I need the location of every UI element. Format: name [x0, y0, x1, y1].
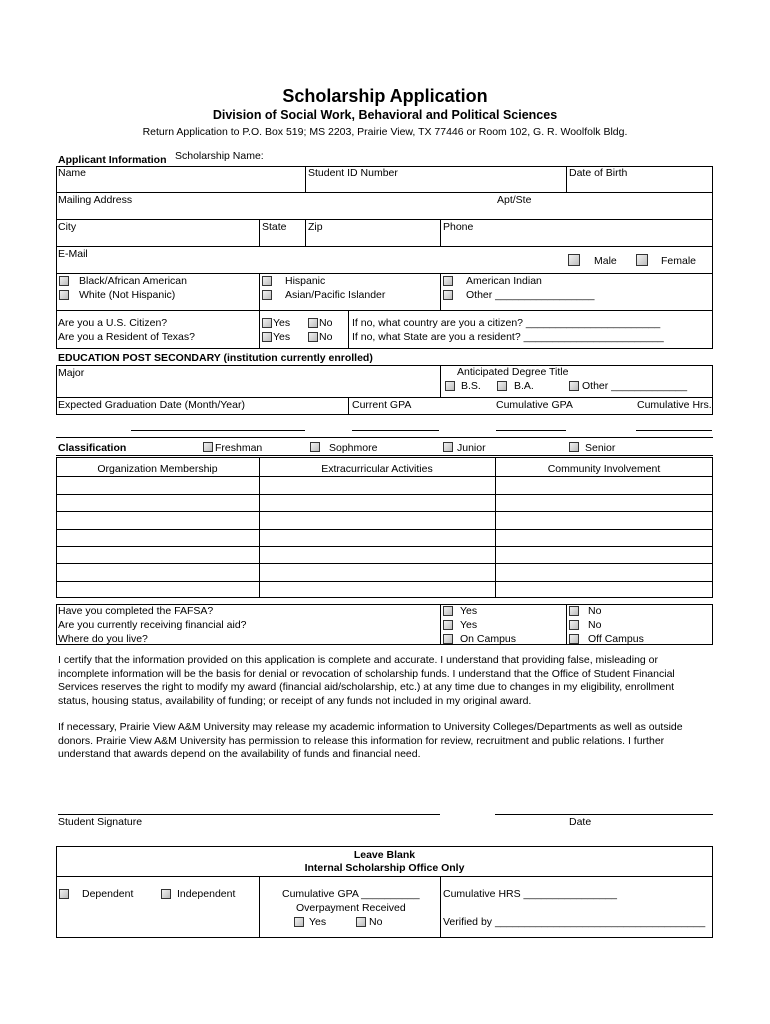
aid-question: Are you currently receiving financial aid?	[58, 619, 247, 631]
citizen-yes-checkbox[interactable]	[262, 318, 272, 328]
degree-title-label: Anticipated Degree Title	[457, 366, 569, 378]
junior-checkbox[interactable]	[443, 442, 453, 452]
table-row[interactable]	[56, 563, 713, 564]
bs-label: B.S.	[461, 380, 481, 392]
bs-checkbox[interactable]	[445, 381, 455, 391]
date-label: Date	[569, 816, 592, 828]
form-subtitle: Division of Social Work, Behavioral and Political Sciences	[212, 108, 558, 122]
table-row[interactable]	[56, 494, 713, 495]
black-checkbox[interactable]	[59, 276, 69, 286]
female-label: Female	[661, 255, 697, 267]
aid-no-checkbox[interactable]	[569, 620, 579, 630]
zip-field[interactable]: Zip	[308, 221, 323, 233]
cumulative-hrs-input-line[interactable]	[636, 430, 712, 431]
form-title: Scholarship Application	[282, 86, 488, 106]
citizen-question: Are you a U.S. Citizen?	[58, 317, 168, 329]
other-ethnicity-checkbox[interactable]	[443, 290, 453, 300]
certification-paragraph: I certify that the information provided on this application is complete and accurate. I understand that providing false, misleading or incomplete information will be the basis for denial or revocation of scholarship funds. I understand that the Office of Student Financial Services reserves the right to modify my award (financial aid/scholarship, etc.) at any time due to changes in my eligibility, enrollment status, housing status, availability of funding; or receipt of any funds not included in my original award.	[58, 654, 675, 707]
major-field[interactable]: Major	[58, 367, 85, 379]
divider	[259, 876, 260, 938]
hispanic-label: Hispanic	[285, 275, 326, 287]
citizen-yes-label: Yes	[273, 317, 291, 329]
overpayment-no-label: No	[369, 916, 383, 928]
city-field[interactable]: City	[58, 221, 77, 233]
leave-blank-label: Leave Blank	[353, 849, 416, 861]
black-label: Black/African American	[79, 275, 187, 287]
state-field[interactable]: State	[262, 221, 287, 233]
table-row[interactable]	[56, 546, 713, 547]
ba-label: B.A.	[514, 380, 534, 392]
american-indian-label: American Indian	[466, 275, 542, 287]
asian-label: Asian/Pacific Islander	[285, 289, 386, 301]
resident-no-label: No	[319, 331, 333, 343]
education-section-label: EDUCATION POST SECONDARY (institution currently enrolled)	[58, 352, 373, 364]
senior-label: Senior	[585, 442, 616, 454]
state-question[interactable]: If no, what State are you a resident? ________________________	[352, 331, 664, 343]
classification-label: Classification	[58, 442, 127, 454]
white-label: White (Not Hispanic)	[79, 289, 176, 301]
divider	[259, 457, 260, 598]
office-only-label: Internal Scholarship Office Only	[304, 862, 465, 874]
overpayment-yes-label: Yes	[309, 916, 327, 928]
table-row[interactable]	[56, 529, 713, 530]
resident-yes-checkbox[interactable]	[262, 332, 272, 342]
senior-checkbox[interactable]	[569, 442, 579, 452]
office-cumulative-hrs[interactable]: Cumulative HRS ________________	[443, 888, 617, 900]
divider	[305, 219, 306, 246]
table-row[interactable]	[56, 476, 713, 477]
divider	[495, 457, 496, 598]
divider	[566, 166, 567, 192]
freshman-label: Freshman	[215, 442, 263, 454]
divider	[56, 876, 713, 877]
ba-checkbox[interactable]	[497, 381, 507, 391]
divider	[305, 166, 306, 192]
male-checkbox[interactable]	[568, 254, 580, 266]
release-paragraph: If necessary, Prairie View A&M University may release my academic information to University Colleges/Departments as well as outside donors. Prairie View A&M University has permission to release this information for review, recruitment and public relations. I further understand that awards depend on the availability of funds and financial need.	[58, 721, 683, 760]
freshman-checkbox[interactable]	[203, 442, 213, 452]
aid-yes-label: Yes	[460, 619, 478, 631]
cumulative-hrs-label: Cumulative Hrs.	[637, 399, 712, 411]
divider	[56, 246, 713, 247]
citizen-no-checkbox[interactable]	[308, 318, 318, 328]
divider	[440, 604, 441, 645]
mailing-address-field[interactable]: Mailing Address	[58, 194, 133, 206]
name-field[interactable]: Name	[58, 167, 87, 179]
other-degree-checkbox[interactable]	[569, 381, 579, 391]
dob-field[interactable]: Date of Birth	[569, 167, 628, 179]
divider	[348, 310, 349, 349]
divider	[56, 310, 713, 311]
email-field[interactable]: E-Mail	[58, 248, 88, 260]
org-membership-header: Organization Membership	[97, 463, 218, 475]
divider	[440, 219, 441, 246]
aid-no-label: No	[588, 619, 602, 631]
resident-yes-label: Yes	[273, 331, 291, 343]
asian-checkbox[interactable]	[262, 290, 272, 300]
divider	[56, 192, 713, 193]
scholarship-name-label: Scholarship Name:	[175, 150, 264, 162]
other-ethnicity-label[interactable]: Other _________________	[466, 289, 595, 301]
divider	[259, 273, 260, 349]
fafsa-yes-checkbox[interactable]	[443, 606, 453, 616]
return-address: Return Application to P.O. Box 519; MS 2203, Prairie View, TX 77446 or Room 102, G. R. Woolfolk Bldg.	[142, 126, 628, 138]
current-gpa-label: Current GPA	[352, 399, 412, 411]
fafsa-yes-label: Yes	[460, 605, 478, 617]
dependent-label: Dependent	[82, 888, 134, 900]
sophmore-label: Sophmore	[329, 442, 378, 454]
divider	[440, 273, 441, 310]
citizen-no-label: No	[319, 317, 333, 329]
fafsa-no-checkbox[interactable]	[569, 606, 579, 616]
independent-checkbox[interactable]	[161, 889, 171, 899]
divider	[56, 455, 713, 456]
country-question[interactable]: If no, what country are you a citizen? _______________________	[352, 317, 661, 329]
live-question: Where do you live?	[58, 633, 148, 645]
divider	[566, 604, 567, 645]
table-row[interactable]	[56, 511, 713, 512]
overpayment-label: Overpayment Received	[296, 902, 406, 914]
dependent-checkbox[interactable]	[59, 889, 69, 899]
student-id-field[interactable]: Student ID Number	[308, 167, 398, 179]
on-campus-checkbox[interactable]	[443, 634, 453, 644]
sophmore-checkbox[interactable]	[310, 442, 320, 452]
divider	[259, 219, 260, 246]
aid-yes-checkbox[interactable]	[443, 620, 453, 630]
extracurricular-header: Extracurricular Activities	[321, 463, 433, 475]
activities-table	[56, 457, 713, 598]
male-label: Male	[594, 255, 617, 267]
phone-field[interactable]: Phone	[443, 221, 474, 233]
divider	[56, 437, 713, 438]
student-signature-label: Student Signature	[58, 816, 143, 828]
overpayment-yes-checkbox[interactable]	[294, 917, 304, 927]
junior-label: Junior	[457, 442, 486, 454]
off-campus-checkbox[interactable]	[569, 634, 579, 644]
overpayment-no-checkbox[interactable]	[356, 917, 366, 927]
divider	[56, 219, 713, 220]
white-checkbox[interactable]	[59, 290, 69, 300]
signature-line[interactable]	[58, 814, 440, 815]
resident-question: Are you a Resident of Texas?	[58, 331, 195, 343]
fafsa-no-label: No	[588, 605, 602, 617]
current-gpa-input-line[interactable]	[352, 430, 439, 431]
table-row[interactable]	[56, 581, 713, 582]
divider	[348, 397, 349, 415]
off-campus-label: Off Campus	[588, 633, 644, 645]
divider	[440, 365, 441, 397]
on-campus-label: On Campus	[460, 633, 517, 645]
apt-field[interactable]: Apt/Ste	[497, 194, 532, 206]
divider	[56, 273, 713, 274]
other-degree-label[interactable]: Other _____________	[582, 380, 688, 392]
grad-date-label: Expected Graduation Date (Month/Year)	[58, 399, 245, 411]
independent-label: Independent	[177, 888, 236, 900]
american-indian-checkbox[interactable]	[443, 276, 453, 286]
female-checkbox[interactable]	[636, 254, 648, 266]
divider	[56, 397, 713, 398]
cumulative-gpa-input-line[interactable]	[496, 430, 566, 431]
cumulative-gpa-label: Cumulative GPA	[496, 399, 573, 411]
divider	[440, 876, 441, 938]
fafsa-question: Have you completed the FAFSA?	[58, 605, 214, 617]
applicant-section-label: Applicant Information	[58, 154, 167, 166]
date-line[interactable]	[495, 814, 713, 815]
community-header: Community Involvement	[547, 463, 661, 475]
grad-date-input-line[interactable]	[131, 430, 305, 431]
resident-no-checkbox[interactable]	[308, 332, 318, 342]
verified-by[interactable]: Verified by ____________________________________	[443, 916, 706, 928]
office-cumulative-gpa[interactable]: Cumulative GPA __________	[282, 888, 420, 900]
hispanic-checkbox[interactable]	[262, 276, 272, 286]
